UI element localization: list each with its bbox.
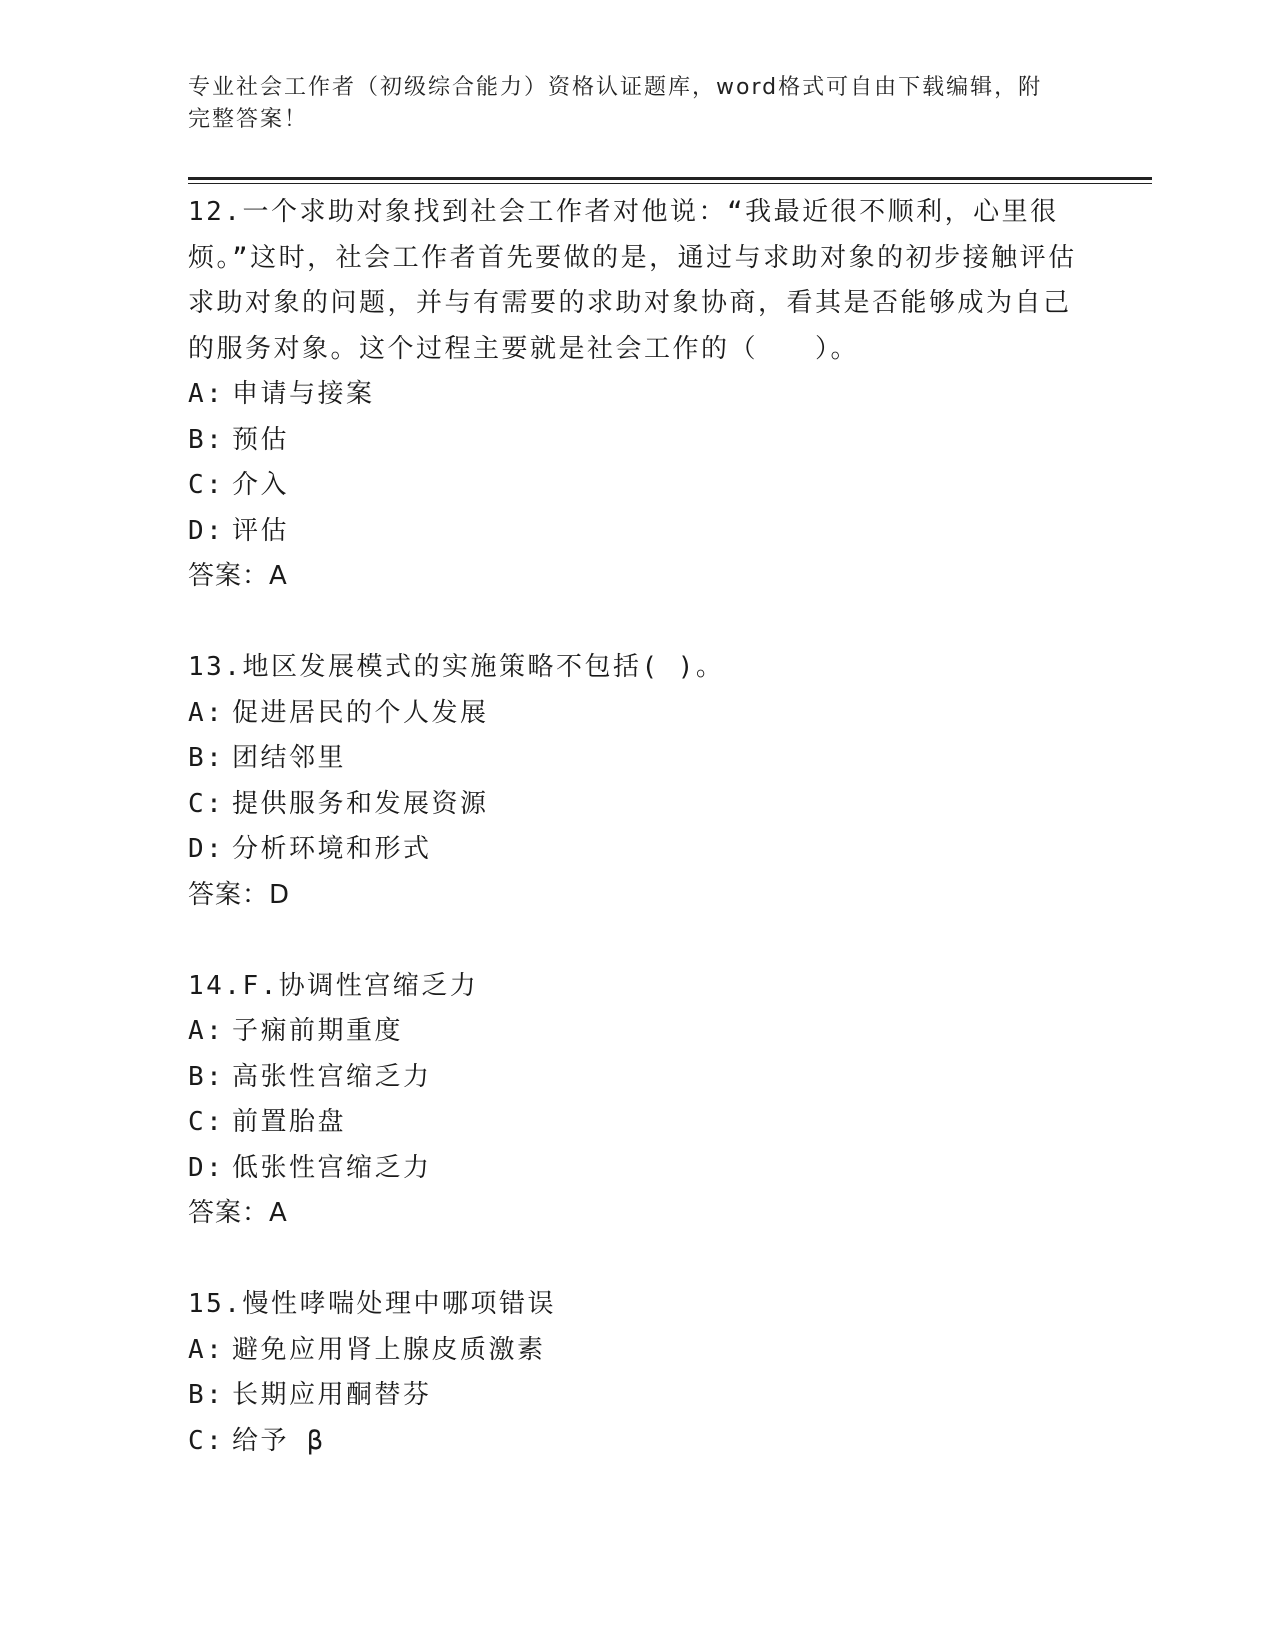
option-item — [188, 1146, 1088, 1192]
option-text: 团结邻里 — [232, 743, 347, 773]
option-item — [188, 1100, 1088, 1146]
option-list — [188, 372, 1088, 554]
option-text: 介入 — [232, 470, 290, 500]
option-letter: C: — [188, 1425, 225, 1456]
option-letter: C: — [188, 470, 225, 500]
option-text: 高张性宫缩乏力 — [232, 1061, 432, 1092]
option-item — [188, 691, 1088, 737]
option-letter: C: — [188, 788, 225, 819]
option-letter: B: — [188, 1380, 225, 1410]
question-item — [188, 964, 1088, 1237]
option-item — [188, 418, 1088, 464]
option-item — [188, 1373, 1088, 1419]
option-letter: A: — [188, 1016, 225, 1046]
option-item — [188, 1055, 1088, 1101]
option-text: 避免应用肾上腺皮质激素 — [232, 1334, 546, 1365]
option-text: 提供服务和发展资源 — [232, 788, 489, 819]
header-line-1: 专业社会工作者（初级综合能力）资格认证题库，word格式可自由下载编辑，附 — [188, 75, 1043, 100]
option-letter: A: — [188, 697, 225, 728]
option-list — [188, 691, 1088, 873]
option-letter: B: — [188, 743, 225, 773]
answer-line: 答案：A — [188, 561, 288, 591]
option-text: 子痫前期重度 — [232, 1016, 404, 1046]
option-item — [188, 736, 1088, 782]
option-text: 促进居民的个人发展 — [232, 697, 489, 728]
header-divider-thick — [188, 177, 1152, 180]
document-header — [188, 72, 1088, 136]
answer-line: 答案：A — [188, 1198, 288, 1228]
question-stem: 13.地区发展模式的实施策略不包括( )。 — [188, 652, 725, 682]
option-item — [188, 782, 1088, 828]
option-text: 预估 — [232, 424, 290, 455]
option-text: 给予 β — [232, 1425, 326, 1456]
option-letter: C: — [188, 1107, 225, 1137]
question-stem: 15.慢性哮喘处理中哪项错误 — [188, 1289, 556, 1319]
option-letter: B: — [188, 424, 225, 455]
question-item — [188, 190, 1088, 600]
question-list — [188, 190, 1088, 1464]
option-item — [188, 509, 1088, 555]
option-item — [188, 1419, 1088, 1465]
option-list — [188, 1009, 1088, 1191]
option-item — [188, 463, 1088, 509]
option-text: 前置胎盘 — [232, 1107, 347, 1137]
option-text: 申请与接案 — [232, 379, 375, 409]
question-stem: 14.F.协调性宫缩乏力 — [188, 970, 479, 1001]
option-text: 分析环境和形式 — [232, 834, 432, 864]
answer-line: 答案：D — [188, 879, 291, 910]
option-letter: D: — [188, 834, 225, 864]
option-list — [188, 1328, 1088, 1465]
header-line-2: 完整答案！ — [188, 107, 309, 132]
option-text: 低张性宫缩乏力 — [232, 1152, 432, 1183]
question-item — [188, 1282, 1088, 1464]
header-divider-thin — [188, 183, 1152, 184]
option-letter: D: — [188, 1152, 225, 1183]
option-item — [188, 1009, 1088, 1055]
option-item — [188, 1328, 1088, 1374]
option-letter: B: — [188, 1061, 225, 1092]
option-item — [188, 827, 1088, 873]
option-letter: A: — [188, 1334, 225, 1365]
option-letter: D: — [188, 515, 225, 546]
question-item — [188, 645, 1088, 918]
option-letter: A: — [188, 379, 225, 409]
option-text: 长期应用酮替芬 — [232, 1380, 432, 1410]
option-text: 评估 — [232, 515, 290, 546]
option-item — [188, 372, 1088, 418]
question-stem: 12.一个求助对象找到社会工作者对他说：“我最近很不顺利，心里很烦。”这时，社会工作者首先要做的是，通过与求助对象的初步接触评估求助对象的问题，并与有需要的求助对象协商，看其是否能够成为自己的服务对象。这个过程主要就是社会工作的（ ）。 — [188, 197, 1077, 364]
